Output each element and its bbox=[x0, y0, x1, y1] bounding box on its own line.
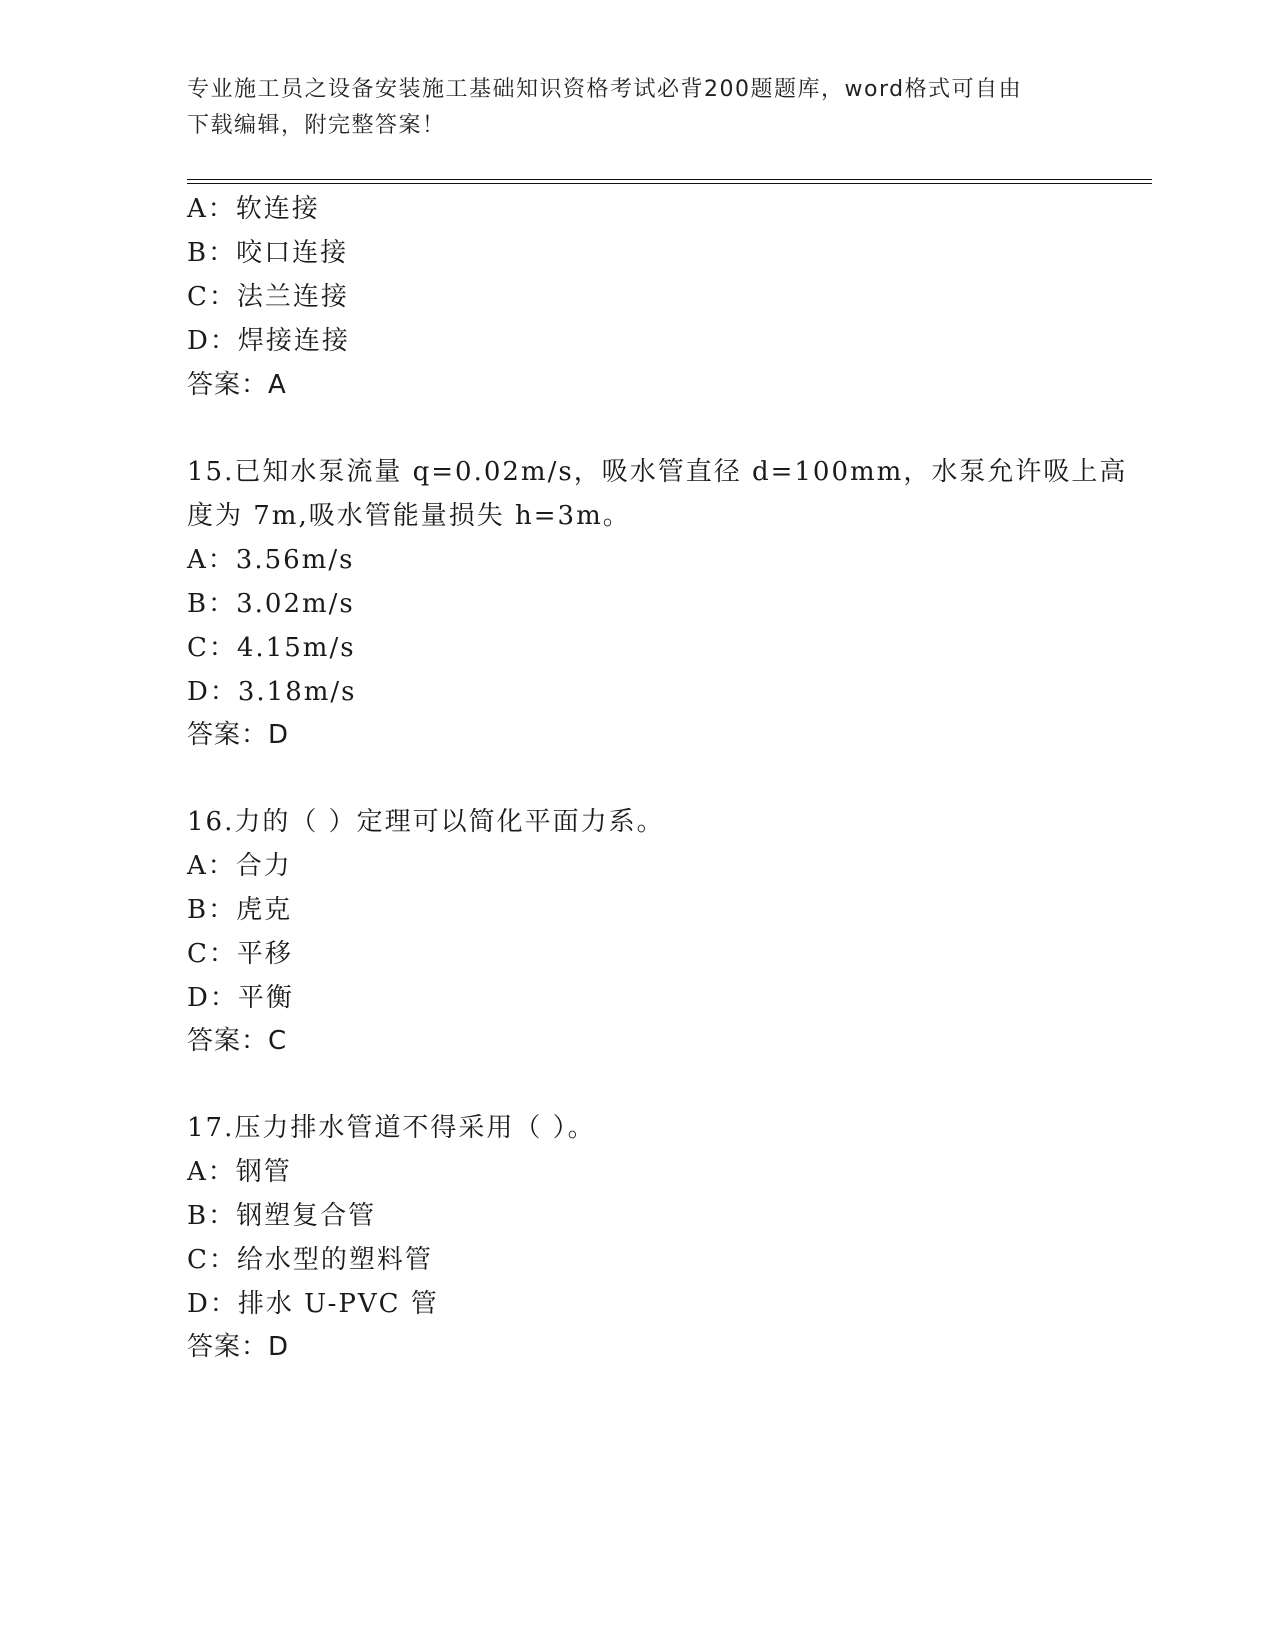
q16-answer: 答案：C bbox=[187, 1026, 288, 1056]
header-divider-bottom bbox=[187, 183, 1152, 184]
q15-option-d: D：3.18m/s bbox=[187, 677, 357, 707]
q14-option-a: A：软连接 bbox=[187, 194, 320, 224]
q16-option-d: D：平衡 bbox=[187, 983, 294, 1013]
q14-answer: 答案：A bbox=[187, 370, 287, 400]
q16-option-b: B：虎克 bbox=[187, 895, 293, 925]
document-header bbox=[187, 72, 1077, 144]
q17-option-c: C：给水型的塑料管 bbox=[187, 1245, 433, 1275]
q17-option-b: B：钢塑复合管 bbox=[187, 1201, 377, 1231]
q17-answer: 答案：D bbox=[187, 1332, 290, 1362]
q15-option-b: B：3.02m/s bbox=[187, 589, 355, 619]
q14-option-d: D：焊接连接 bbox=[187, 326, 350, 356]
q14-option-b: B：咬口连接 bbox=[187, 238, 349, 268]
q14-option-c: C：法兰连接 bbox=[187, 282, 349, 312]
q16-option-c: C：平移 bbox=[187, 939, 293, 969]
q16-option-a: A：合力 bbox=[187, 851, 292, 881]
q15-stem-line-1: 15.已知水泵流量 q=0.02m/s，吸水管直径 d=100mm，水泵允许吸上高 bbox=[187, 457, 1128, 487]
q15-answer: 答案：D bbox=[187, 720, 290, 750]
q15-option-a: A：3.56m/s bbox=[187, 545, 355, 575]
q15-option-c: C：4.15m/s bbox=[187, 633, 356, 663]
q17-stem: 17.压力排水管道不得采用（ ）。 bbox=[187, 1113, 596, 1143]
header-title-line-2: 下载编辑，附完整答案！ bbox=[187, 113, 446, 138]
q17-option-a: A：钢管 bbox=[187, 1157, 292, 1187]
q15-stem-line-2: 度为 7m,吸水管能量损失 h=3m。 bbox=[187, 501, 631, 531]
q17-option-d: D：排水 U-PVC 管 bbox=[187, 1289, 439, 1319]
header-title-line-1: 专业施工员之设备安装施工基础知识资格考试必背200题题库，word格式可自由 bbox=[187, 77, 1023, 102]
q16-stem: 16.力的（ ）定理可以简化平面力系。 bbox=[187, 807, 665, 837]
header-divider-top bbox=[187, 179, 1152, 180]
